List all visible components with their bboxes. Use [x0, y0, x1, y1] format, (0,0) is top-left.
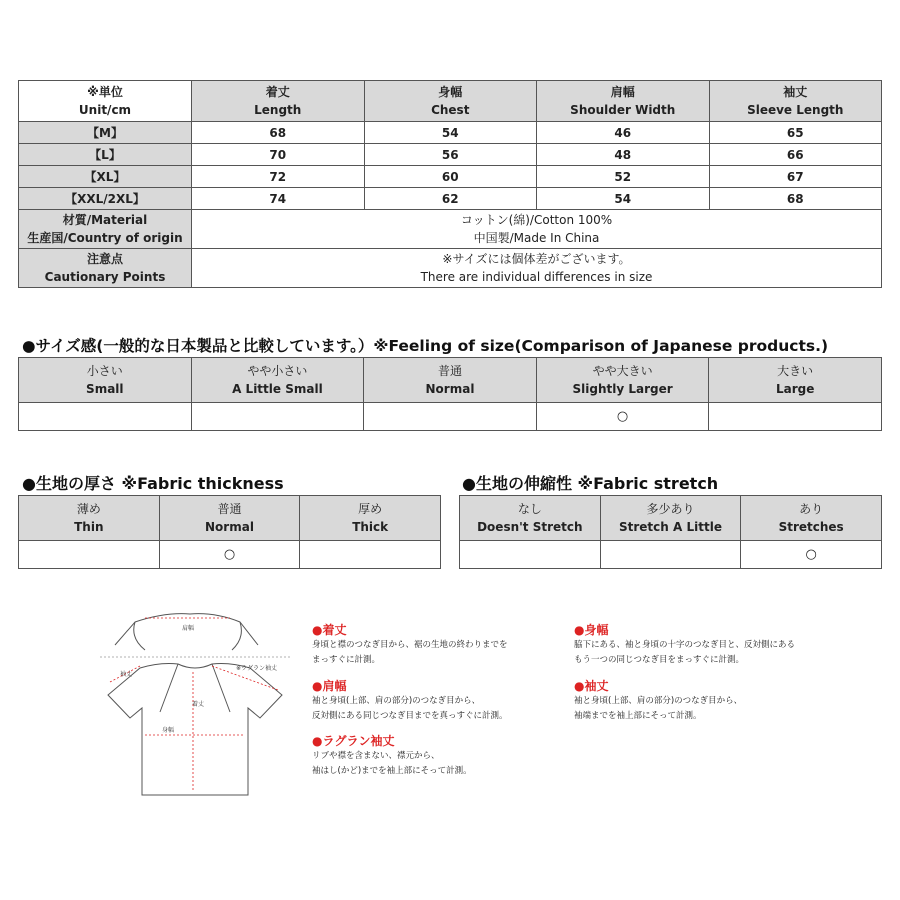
- size-row: [19, 188, 882, 210]
- material-label: 材質/Material 生産国/Country of origin: [19, 210, 192, 249]
- unit-header: ※単位 Unit/cm: [19, 81, 192, 122]
- note-length: [312, 622, 562, 668]
- size-feel-mark-row: [19, 403, 882, 431]
- size-table-header-row: [19, 81, 882, 122]
- size-value: 48: [537, 144, 710, 166]
- raglan-label: ※ラグラン袖丈: [236, 665, 278, 672]
- thickness-mark: ○: [159, 541, 300, 569]
- feel-mark: [709, 403, 882, 431]
- size-value: 46: [537, 122, 710, 144]
- thickness-mark: [19, 541, 160, 569]
- stretch-mark: ○: [741, 541, 882, 569]
- note-chest-title: ●身幅: [574, 623, 609, 637]
- stretch-option-none: なし Doesn't Stretch: [460, 496, 601, 541]
- size-value: 66: [709, 144, 882, 166]
- stretch-mark: [460, 541, 601, 569]
- size-value: 65: [709, 122, 882, 144]
- length-header: 着丈 Length: [192, 81, 365, 122]
- sleeve-label: 袖丈: [120, 671, 133, 678]
- size-value: 68: [709, 188, 882, 210]
- material-row: [19, 210, 882, 249]
- feel-option-a-little-small: やや小さい A Little Small: [191, 358, 364, 403]
- stretch-mark: [600, 541, 741, 569]
- note-sleeve-text: 袖端までを袖上部にそって計測。: [574, 711, 702, 721]
- note-raglan: [312, 733, 562, 779]
- size-label: 【XL】: [19, 166, 192, 188]
- size-value: 70: [192, 144, 365, 166]
- caution-value: ※サイズには個体差がございます。 There are individual differences in size: [192, 249, 882, 288]
- note-shoulder: [312, 678, 562, 724]
- size-value: 72: [192, 166, 365, 188]
- measurement-diagram: [100, 600, 290, 800]
- note-raglan-text: 袖はし(かど)までを袖上部にそって計測。: [312, 766, 472, 776]
- note-chest-text: もう一つの同じつなぎ目をまっすぐに計測。: [574, 655, 745, 665]
- stretch-header-row: [460, 496, 882, 541]
- stretch-option-a-little: 多少あり Stretch A Little: [600, 496, 741, 541]
- note-shoulder-text: 反対側にある同じつなぎ目までを真っすぐに計測。: [312, 711, 508, 721]
- fabric-stretch-title: ●生地の伸縮性 ※Fabric stretch: [462, 474, 719, 493]
- size-table: [18, 80, 882, 288]
- fabric-stretch-table: [459, 495, 882, 569]
- note-sleeve-text: 袖と身頃(上部、肩の部分)のつなぎ目から、: [574, 696, 743, 706]
- size-row: [19, 122, 882, 144]
- note-sleeve-title: ●袖丈: [574, 679, 609, 693]
- thickness-mark-row: [19, 541, 441, 569]
- shoulder-label: 肩幅: [182, 625, 195, 632]
- caution-label: 注意点 Cautionary Points: [19, 249, 192, 288]
- size-label: 【L】: [19, 144, 192, 166]
- size-label: 【XXL/2XL】: [19, 188, 192, 210]
- thickness-option-normal: 普通 Normal: [159, 496, 300, 541]
- feel-mark: [364, 403, 537, 431]
- size-value: 52: [537, 166, 710, 188]
- stretch-option-stretches: あり Stretches: [741, 496, 882, 541]
- note-shoulder-text: 袖と身頃(上部、肩の部分)のつなぎ目から、: [312, 696, 481, 706]
- size-row: [19, 144, 882, 166]
- note-raglan-text: リブや襟を含まない、襟元から、: [312, 751, 440, 761]
- size-row: [19, 166, 882, 188]
- shoulder-width-header: 肩幅 Shoulder Width: [537, 81, 710, 122]
- note-chest-text: 脇下にある、袖と身頃の十字のつなぎ目と、反対側にある: [574, 640, 796, 650]
- thickness-header-row: [19, 496, 441, 541]
- note-raglan-title: ●ラグラン袖丈: [312, 734, 395, 748]
- feel-mark: ○: [536, 403, 709, 431]
- size-value: 62: [364, 188, 537, 210]
- size-value: 56: [364, 144, 537, 166]
- feel-option-slightly-larger: やや大きい Slightly Larger: [536, 358, 709, 403]
- size-value: 67: [709, 166, 882, 188]
- note-length-title: ●着丈: [312, 623, 347, 637]
- size-feel-table: [18, 357, 882, 431]
- thickness-option-thick: 厚め Thick: [300, 496, 441, 541]
- fabric-thickness-title: ●生地の厚さ ※Fabric thickness: [22, 474, 284, 493]
- note-shoulder-title: ●肩幅: [312, 679, 347, 693]
- note-length-text: まっすぐに計測。: [312, 655, 381, 665]
- thickness-option-thin: 薄め Thin: [19, 496, 160, 541]
- stretch-mark-row: [460, 541, 882, 569]
- note-length-text: 身頃と襟のつなぎ目から、裾の生地の終わりまでを: [312, 640, 508, 650]
- feel-option-normal: 普通 Normal: [364, 358, 537, 403]
- sleeve-length-header: 袖丈 Sleeve Length: [709, 81, 882, 122]
- size-feel-header-row: [19, 358, 882, 403]
- size-value: 54: [364, 122, 537, 144]
- feel-option-large: 大きい Large: [709, 358, 882, 403]
- thickness-mark: [300, 541, 441, 569]
- chest-header: 身幅 Chest: [364, 81, 537, 122]
- size-value: 54: [537, 188, 710, 210]
- note-chest: [574, 622, 824, 668]
- raglan-tee-sketch: [108, 664, 282, 796]
- size-value: 74: [192, 188, 365, 210]
- size-value: 60: [364, 166, 537, 188]
- material-value: コットン(綿)/Cotton 100% 中国製/Made In China: [192, 210, 882, 249]
- feel-mark: [191, 403, 364, 431]
- size-value: 68: [192, 122, 365, 144]
- note-sleeve: [574, 678, 824, 724]
- length-label: 着丈: [192, 701, 205, 708]
- size-label: 【M】: [19, 122, 192, 144]
- feel-mark: [19, 403, 192, 431]
- fabric-thickness-table: [18, 495, 441, 569]
- size-feel-title: ●サイズ感(一般的な日本製品と比較しています。）※Feeling of size(Comparison of Japanese products.): [22, 337, 829, 355]
- caution-row: [19, 249, 882, 288]
- chest-label: 身幅: [162, 727, 175, 734]
- feel-option-small: 小さい Small: [19, 358, 192, 403]
